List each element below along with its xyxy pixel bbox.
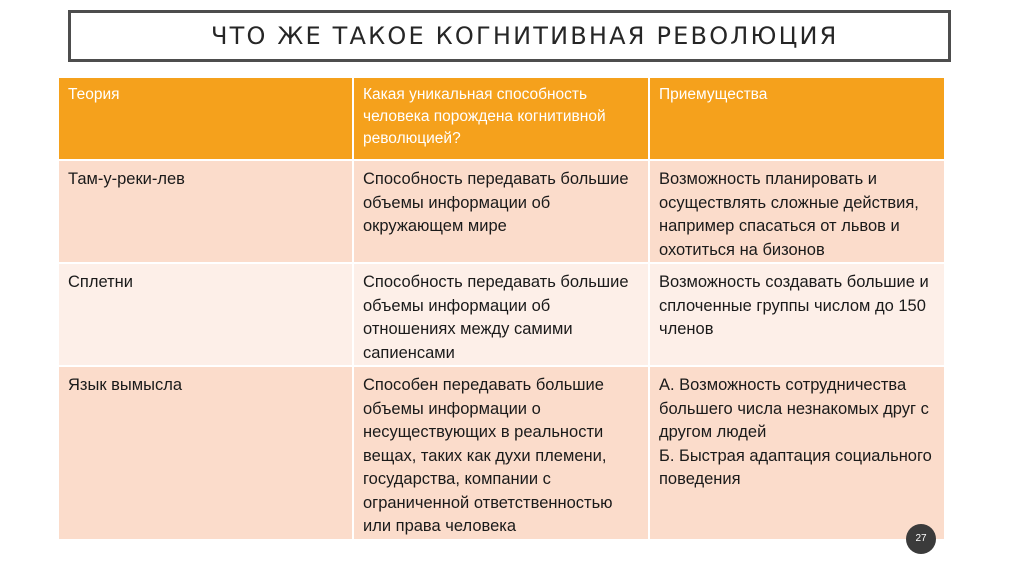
header-advantages: Приемущества <box>649 77 945 160</box>
table-header-row <box>58 77 945 160</box>
cell-advantages: Возможность планировать и осуществлять сложные действия, например спасаться от львов и охотиться на бизонов <box>649 160 945 263</box>
cell-ability: Способен передавать большие объемы информации о несуществующих в реальности вещах, таких как духи племени, государства, компании с ограниченной ответственностью или права человека <box>353 366 649 540</box>
header-ability: Какая уникальная способность человека порождена когнитивной революцией? <box>353 77 649 160</box>
table-row <box>58 263 945 366</box>
header-theory: Теория <box>58 77 353 160</box>
slide-title-box <box>68 10 951 62</box>
cell-theory: Язык вымысла <box>58 366 353 540</box>
cell-theory: Сплетни <box>58 263 353 366</box>
comparison-table <box>57 76 946 541</box>
table-row <box>58 366 945 540</box>
cell-advantages <box>649 366 945 540</box>
advantage-b: Б. Быстрая адаптация социального поведения <box>659 446 932 488</box>
advantage-a: А. Возможность сотрудничества большего числа незнакомых друг с другом людей <box>659 376 929 441</box>
table-row <box>58 160 945 263</box>
cell-theory: Там-у-реки-лев <box>58 160 353 263</box>
cell-ability: Способность передавать большие объемы информации об отношениях между самими сапиенсами <box>353 263 649 366</box>
cell-ability: Способность передавать большие объемы информации об окружающем мире <box>353 160 649 263</box>
cell-advantages: Возможность создавать большие и сплоченные группы числом до 150 членов <box>649 263 945 366</box>
slide-title: ЧТО ЖЕ ТАКОЕ КОГНИТИВНАЯ РЕВОЛЮЦИЯ <box>211 22 839 50</box>
page-number-badge: 27 <box>906 524 936 554</box>
